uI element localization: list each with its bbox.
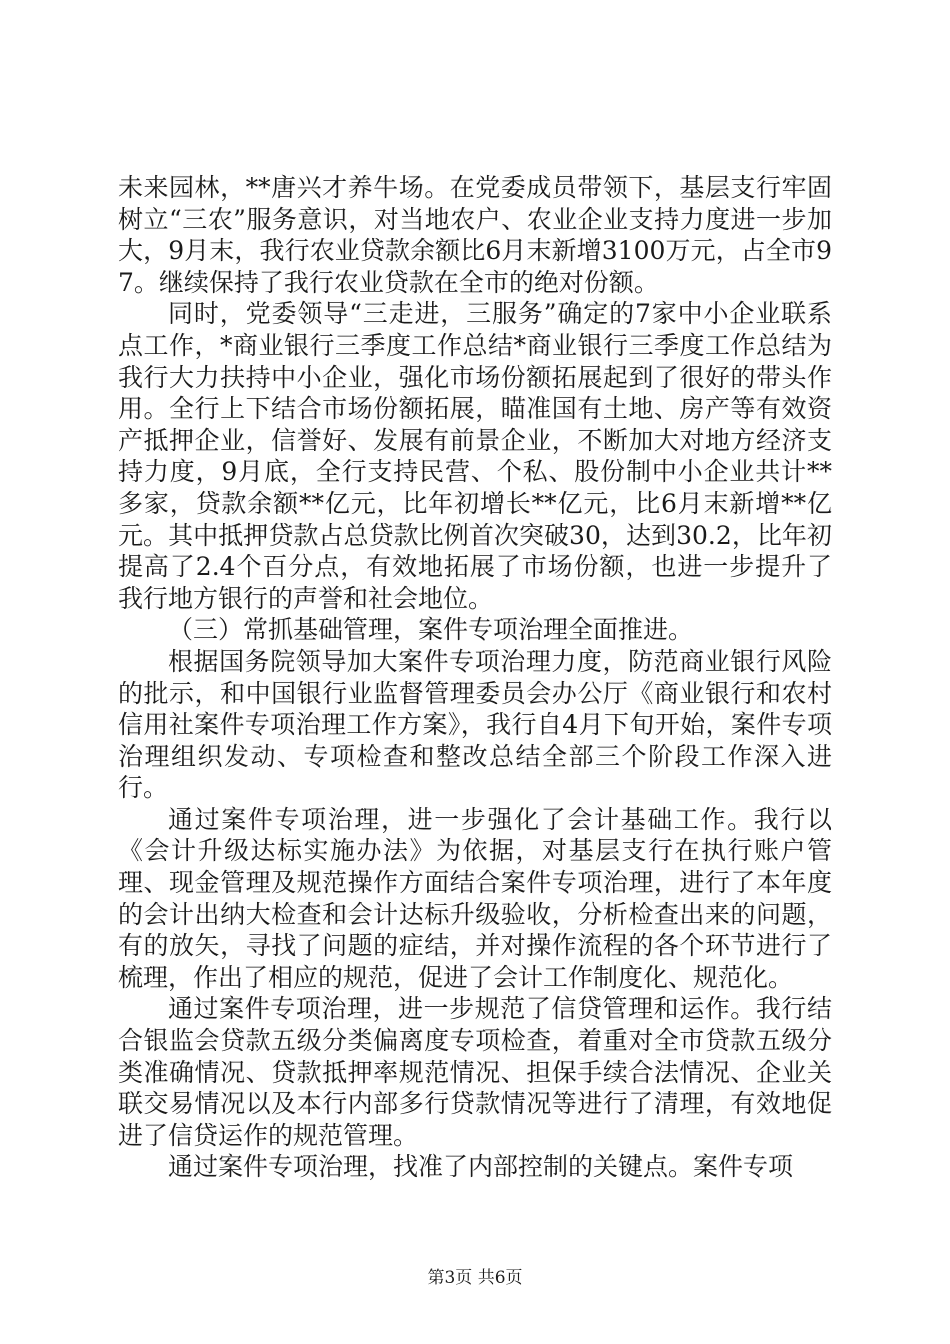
- paragraph-6: 通过案件专项治理，找准了内部控制的关键点。案件专项: [168, 1152, 794, 1182]
- paragraph-5: 通过案件专项治理，进一步规范了信贷管理和运作。我行结合银监会贷款五级分类偏离度专项检查，着重对全市贷款五级分类准确情况、贷款抵押率规范情况、担保手续合法情况、企业关联交易情况以及本行内部多行贷款情况等进行了清理，有效地促进了信贷运作的规范管理。: [118, 994, 832, 1150]
- section-heading: （三）常抓基础管理，案件专项治理全面推进。: [168, 615, 694, 645]
- paragraph-2: 同时，党委领导“三走进，三服务”确定的7家中小企业联系点工作，*商业银行三季度工作总结*商业银行三季度工作总结为我行大力扶持中小企业，强化市场份额拓展起到了很好的带头作用。全行上下结合市场份额拓展，瞄准国有土地、房产等有效资产抵押企业，信誉好、发展有前景企业，不断加大对地方经济支持力度，9月底，全行支持民营、个私、股份制中小企业共计**多家，贷款余额**亿元，比年初增长**亿元，比6月末新增**亿元。其中抵押贷款占总贷款比例首次突破30，达到30.2，比年初提高了2.4个百分点，有效地拓展了市场份额，也进一步提升了我行地方银行的声誉和社会地位。: [118, 299, 832, 613]
- page-number: 第3页 共6页: [427, 1268, 523, 1288]
- document-body: [118, 172, 832, 1183]
- paragraph-1: 未来园林，**唐兴才养牛场。在党委成员带领下，基层支行牢固树立“三农”服务意识，对当地农户、农业企业支持力度进一步加大，9月末，我行农业贷款余额比6月末新增3100万元，占全市97。继续保持了我行农业贷款在全市的绝对份额。: [118, 173, 832, 297]
- paragraph-4: 通过案件专项治理，进一步强化了会计基础工作。我行以《会计升级达标实施办法》为依据，对基层支行在执行账户管理、现金管理及规范操作方面结合案件专项治理，进行了本年度的会计出纳大检查和会计达标升级验收，分析检查出来的问题，有的放矢，寻找了问题的症结，并对操作流程的各个环节进行了梳理，作出了相应的规范，促进了会计工作制度化、规范化。: [118, 804, 832, 992]
- paragraph-3: 根据国务院领导加大案件专项治理力度，防范商业银行风险的批示，和中国银行业监督管理委员会办公厅《商业银行和农村信用社案件专项治理工作方案》，我行自4月下旬开始，案件专项治理组织发动、专项检查和整改总结全部三个阶段工作深入进行。: [118, 646, 832, 803]
